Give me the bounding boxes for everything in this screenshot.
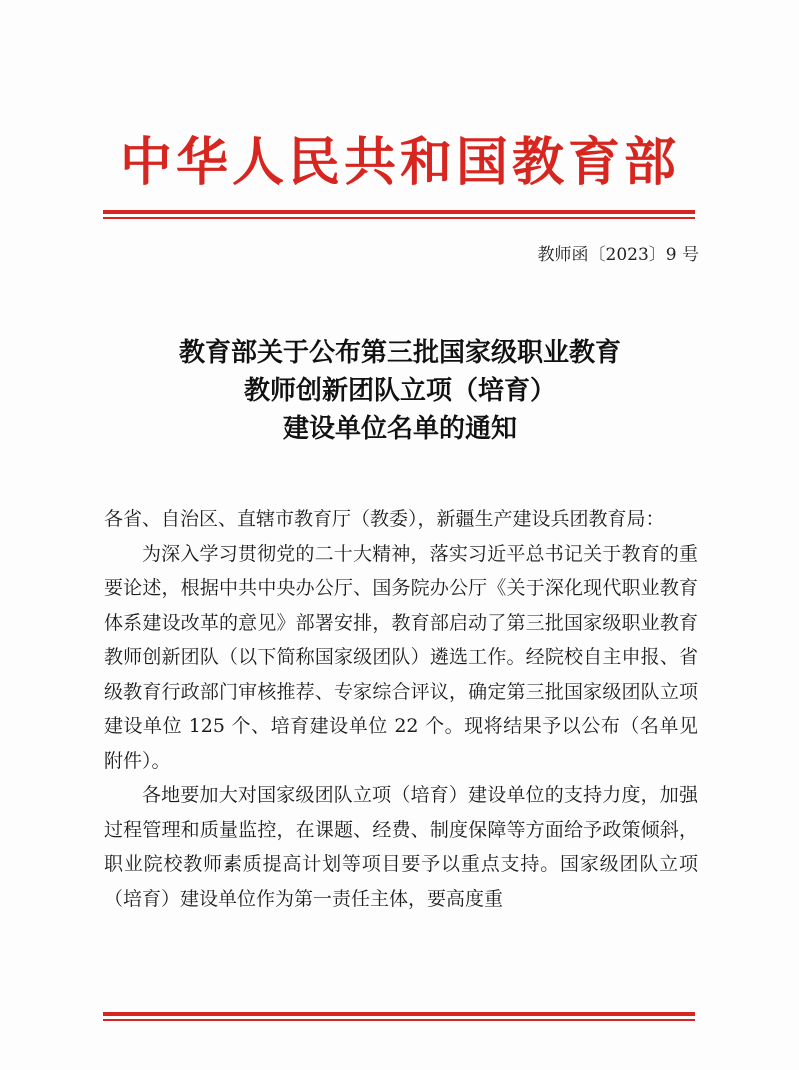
red-rule-thick-line: [103, 210, 695, 214]
body-paragraph-1: 为深入学习贯彻党的二十大精神，落实习近平总书记关于教育的重要论述，根据中共中央办公厅、国务院办公厅《关于深化现代职业教育体系建设改革的意见》部署安排，教育部启动了第三批国家级职业教育教师创新团队（以下简称国家级团队）遴选工作。经院校自主申报、省级教育行政部门审核推荐、专家综合评议，确定第三批国家级团队立项建设单位 125 个、培育建设单位 22 个。现将结果予以公布（名单见附件）。: [104, 542, 698, 772]
footer-red-rule: [103, 1012, 695, 1021]
footer-rule-thin-line: [103, 1019, 695, 1021]
document-title: [100, 334, 700, 448]
salutation: 各省、自治区、直辖市教育厅（教委），新疆生产建设兵团教育局：: [104, 508, 665, 530]
red-rule-thin-line: [103, 217, 695, 219]
footer-rule-thick-line: [103, 1012, 695, 1016]
letterhead-title: 中华人民共和国教育部: [119, 133, 680, 193]
document-body: [104, 502, 698, 916]
body-paragraph-2: 各地要加大对国家级团队立项（培育）建设单位的支持力度，加强过程管理和质量监控，在课题、经费、制度保障等方面给予政策倾斜，职业院校教师素质提高计划等项目要予以重点支持。国家级团队立项（培育）建设单位作为第一责任主体，要高度重: [104, 784, 698, 910]
document-title-line-1: 教育部关于公布第三批国家级职业教育: [178, 338, 621, 368]
document-title-line-2: 教师创新团队立项（培育）: [243, 376, 556, 406]
document-title-line-3: 建设单位名单的通知: [282, 414, 517, 444]
document-number: 教师函〔2023〕9 号: [537, 245, 699, 265]
letterhead-red-rule: [103, 210, 695, 219]
